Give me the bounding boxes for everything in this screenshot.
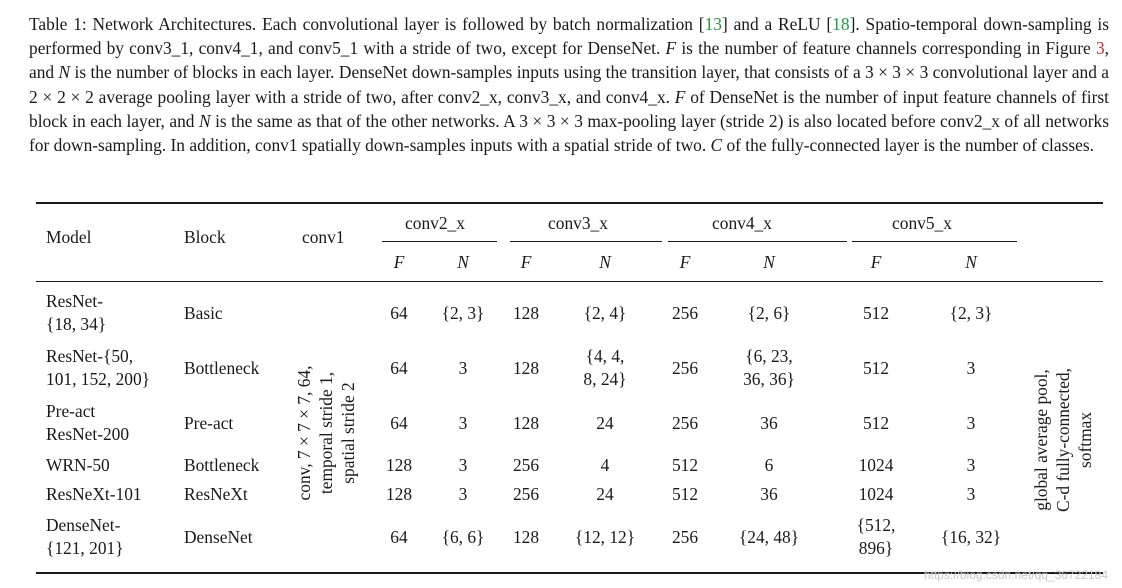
- header-f: F: [870, 251, 882, 272]
- header-model: Model: [46, 226, 92, 247]
- group-underline: [668, 241, 847, 242]
- model-name: DenseNet-: [46, 515, 121, 535]
- block-count: 36: [760, 483, 778, 504]
- block-type: Basic: [184, 302, 223, 323]
- block-type: Bottleneck: [184, 357, 260, 378]
- feature-channels: 512: [671, 454, 699, 475]
- feature-channels: 128: [385, 454, 413, 475]
- header-group-conv5-x: conv5_x: [892, 212, 952, 233]
- table-caption: Table 1: Network Architectures. Each convolutional layer is followed by batch normalization [13] and a ReLU [18]. Spatio-temporal down-sampling is performed by conv3_1, conv4_1, and conv5_1 with a stride of two, except for DenseNet. F is the number of feature channels corresponding in Figure 3, and N is the number of blocks in each layer. DenseNet down-samples inputs using the transition layer, that consists of a 3 × 3 × 3 convolutional layer and a 2 × 2 × 2 average pooling layer with a stride of two, after conv2_x, conv3_x, and conv4_x. F of DenseNet is the number of input feature channels of first block in each layer, and N is the same as that of the other networks. A 3 × 3 × 3 max-pooling layer (stride 2) is also located before conv2_x of all networks for down-sampling. In addition, conv1 spatially down-samples inputs with a spatial stride of two. C of the fully-connected layer is the number of classes.: [29, 14, 1110, 156]
- header-group-conv2-x: conv2_x: [405, 212, 465, 233]
- table-header-rule: [36, 281, 1103, 282]
- block-count: 8, 24}: [583, 369, 627, 389]
- block-count: 3: [966, 454, 976, 475]
- model-name: {121, 201}: [46, 538, 124, 558]
- feature-channels: 1024: [858, 483, 894, 504]
- feature-channels: 512: [671, 483, 699, 504]
- block-count: 3: [458, 357, 468, 378]
- feature-channels: 256: [671, 412, 699, 433]
- final-layer-spec-line: softmax: [1075, 411, 1095, 469]
- header-group-conv3-x: conv3_x: [548, 212, 608, 233]
- block-count: {12, 12}: [574, 526, 636, 547]
- block-type: Pre-act: [184, 412, 234, 433]
- header-conv1: conv1: [302, 226, 345, 247]
- feature-channels: 64: [390, 526, 408, 547]
- feature-channels: 128: [512, 526, 540, 547]
- feature-channels: 128: [512, 302, 540, 323]
- block-count: {6, 6}: [441, 526, 485, 547]
- block-count: 4: [600, 454, 610, 475]
- group-underline: [510, 241, 662, 242]
- block-count: 6: [764, 454, 774, 475]
- header-n: N: [599, 251, 611, 272]
- watermark: https://blog.csdn.net/qq_36722184: [923, 568, 1108, 582]
- header-f: F: [520, 251, 532, 272]
- group-underline: [852, 241, 1017, 242]
- final-layer-spec-line: global average pool,: [1031, 369, 1051, 511]
- header-block: Block: [184, 226, 226, 247]
- block-count: 3: [966, 483, 976, 504]
- feature-channels: 1024: [858, 454, 894, 475]
- feature-channels: 128: [512, 357, 540, 378]
- feature-channels: 256: [671, 302, 699, 323]
- feature-channels: 64: [390, 357, 408, 378]
- model-name: 101, 152, 200}: [46, 369, 150, 389]
- header-n: N: [965, 251, 977, 272]
- conv1-spec-line: conv, 7 × 7 × 7, 64,: [294, 365, 314, 501]
- model-name: ResNet-{50,: [46, 346, 134, 366]
- model-name: WRN-50: [46, 454, 110, 475]
- block-count: {24, 48}: [738, 526, 800, 547]
- conv1-spec: [293, 366, 359, 501]
- block-count: 36, 36}: [743, 369, 795, 389]
- block-type: ResNeXt: [184, 483, 248, 504]
- block-count: {2, 6}: [747, 302, 791, 323]
- feature-channels: 64: [390, 412, 408, 433]
- feature-channels: 64: [390, 302, 408, 323]
- figure-link-3[interactable]: 3: [1095, 38, 1105, 59]
- block-count: {16, 32}: [940, 526, 1002, 547]
- block-count: {4, 4,: [585, 346, 625, 366]
- block-count: 24: [596, 412, 614, 433]
- block-count: 36: [760, 412, 778, 433]
- feature-channels: 512: [862, 412, 890, 433]
- block-count: 3: [458, 483, 468, 504]
- final-layer-spec: [1030, 368, 1096, 512]
- feature-channels: 256: [512, 483, 540, 504]
- header-n: N: [457, 251, 469, 272]
- feature-channels: 512: [862, 357, 890, 378]
- block-count: 3: [458, 454, 468, 475]
- feature-channels: 128: [512, 412, 540, 433]
- model-name: Pre-act: [46, 401, 96, 421]
- final-layer-spec-line: C-d fully-connected,: [1053, 368, 1073, 512]
- block-count: {2, 3}: [441, 302, 485, 323]
- feature-channels: 128: [385, 483, 413, 504]
- feature-channels: {512,: [856, 515, 896, 535]
- conv1-spec-line: spatial stride 2: [338, 382, 358, 484]
- feature-channels: 256: [671, 357, 699, 378]
- block-count: {2, 4}: [583, 302, 627, 323]
- model-name: {18, 34}: [46, 314, 107, 334]
- block-count: {2, 3}: [949, 302, 993, 323]
- conv1-spec-line: temporal stride 1,: [316, 371, 336, 495]
- feature-channels: 896}: [858, 538, 894, 558]
- model-name: ResNeXt-101: [46, 483, 142, 504]
- citation-link-13[interactable]: 13: [704, 14, 722, 34]
- table-top-rule: [36, 202, 1103, 204]
- model-name: ResNet-200: [46, 424, 130, 444]
- block-count: 3: [966, 412, 976, 433]
- header-f: F: [679, 251, 691, 272]
- block-type: Bottleneck: [184, 454, 260, 475]
- block-count: 3: [458, 412, 468, 433]
- header-n: N: [763, 251, 775, 272]
- header-group-conv4-x: conv4_x: [712, 212, 772, 233]
- feature-channels: 256: [671, 526, 699, 547]
- block-count: 3: [966, 357, 976, 378]
- model-name: ResNet-: [46, 291, 103, 311]
- group-underline: [382, 241, 497, 242]
- citation-link-18[interactable]: 18: [832, 14, 850, 34]
- block-count: 24: [596, 483, 614, 504]
- block-count: {6, 23,: [745, 346, 793, 366]
- header-f: F: [393, 251, 405, 272]
- feature-channels: 256: [512, 454, 540, 475]
- block-type: DenseNet: [184, 526, 253, 547]
- feature-channels: 512: [862, 302, 890, 323]
